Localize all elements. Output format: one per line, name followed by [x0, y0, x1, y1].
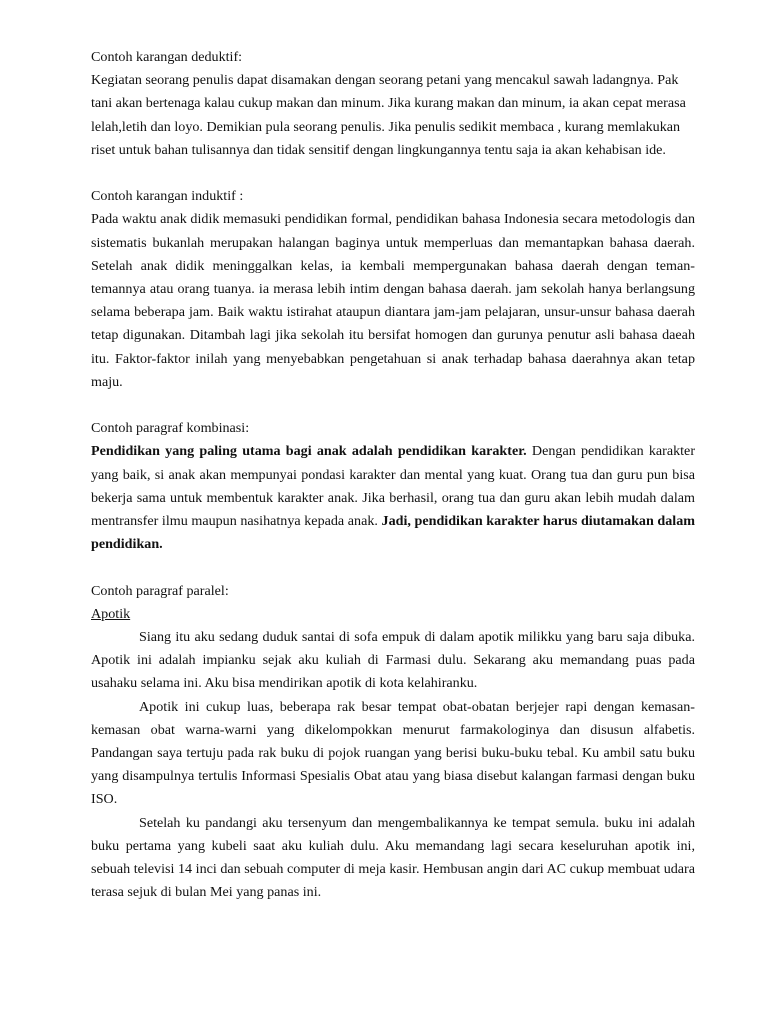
section-deduktif: [91, 46, 695, 162]
heading-kombinasi: Contoh paragraf kombinasi:: [91, 420, 250, 437]
heading-deduktif: Contoh karangan deduktif:: [91, 49, 243, 65]
kombinasi-body: Dengan pendidikan karakter yang baik, si anak akan mempunyai pondasi karakter dan mental yang kuat. Orang tua dan guru pun bisa bekerja sama untuk membentuk karakter anak. Jika berhasil, orang tua dan guru akan lebih mudah dalam mentransfer ilmu maupun nasihatnya kepada anak.: [91, 443, 696, 530]
section-induktif: [91, 185, 695, 394]
paralel-paragraph: Apotik ini cukup luas, beberapa rak besar tempat obat-obatan berjejer rapi dengan kemasan-kemasan obat warna-warni yang dikelompokkan menurut farmakologinya dan disusun alfabetis. Pandangan saya tertuju pada rak buku di pojok ruangan yang berisi buku-buku tebal. Ku ambil satu buku yang disampulnya tertulis Informasi Spesialis Obat atau yang biasa disebut kalangan farmasi dengan buku ISO.: [91, 698, 695, 808]
kombinasi-main-idea: Pendidikan yang paling utama bagi anak adalah pendidikan karakter.: [91, 443, 527, 460]
deduktif-line: Kegiatan seorang penulis dapat disamakan dengan seorang petani yang mencakul sawah ladangnya. Pak: [91, 72, 679, 89]
kombinasi-paragraph: [91, 440, 695, 556]
spacer: [91, 394, 695, 417]
paralel-paragraph: Siang itu aku sedang duduk santai di sofa empuk di dalam apotik milikku yang baru saja dibuka. Apotik ini adalah impianku sejak aku kuliah di Farmasi dulu. Sekarang aku memandang puas pada usahaku selama ini. Aku bisa mendirikan apotik di kota kelahiranku.: [91, 629, 695, 692]
section-paralel: [91, 580, 695, 905]
deduktif-line: riset untuk bahan tulisannya dan tidak sensitif dengan lingkungannya tentu saja ia akan kehabisan ide.: [91, 141, 666, 158]
story-title: Apotik: [91, 605, 131, 622]
heading-induktif: Contoh karangan induktif :: [91, 188, 244, 205]
spacer: [91, 556, 695, 579]
kombinasi-conclusion: Jadi, pendidikan karakter harus diutamakan dalam pendidikan.: [91, 513, 695, 553]
document-page: [91, 46, 695, 904]
spacer: [91, 162, 695, 185]
heading-paralel: Contoh paragraf paralel:: [91, 582, 229, 599]
paralel-paragraph: Setelah ku pandangi aku tersenyum dan mengembalikannya ke tempat semula. buku ini adalah buku pertama yang kubeli saat aku kuliah dulu. Aku memandang lagi secara keseluruhan apotik ini, sebuah televisi 14 inci dan sebuah computer di meja kasir. Hembusan angin dari AC cukup membuat udara terasa sejuk di bulan Mei yang panas ini.: [91, 814, 695, 901]
section-kombinasi: [91, 417, 695, 556]
induktif-paragraph: Pada waktu anak didik memasuki pendidikan formal, pendidikan bahasa Indonesia secara metodologis dan sistematis bukanlah merupakan halangan baginya untuk memperluas dan memantapkan bahasa daerah. Setelah anak didik meninggalkan kelas, ia kembali mempergunakan bahasa daerah dengan teman-temannya atau orang tuanya. ia merasa lebih intim dengan bahasa daerah. jam sekolah hanya berlangsung selama beberapa jam. Baik waktu istirahat ataupun diantara jam-jam pelajaran, unsur-unsur bahasa daerah tetap digunakan. Ditambah lagi jika sekolah itu bersifat homogen dan gurunya penutur asli bahasa daeah itu. Faktor-faktor inilah yang menyebabkan pengetahuan si anak terhadap bahasa daerahnya akan tetap maju.: [91, 211, 695, 390]
deduktif-line: lelah,letih dan loyo. Demikian pula seorang penulis. Jika penulis sedikit membaca , kurang memlakukan: [91, 118, 681, 135]
deduktif-line: tani akan bertenaga kalau cukup makan dan minum. Jika kurang makan dan minum, ia akan cepat merasa: [91, 95, 686, 112]
